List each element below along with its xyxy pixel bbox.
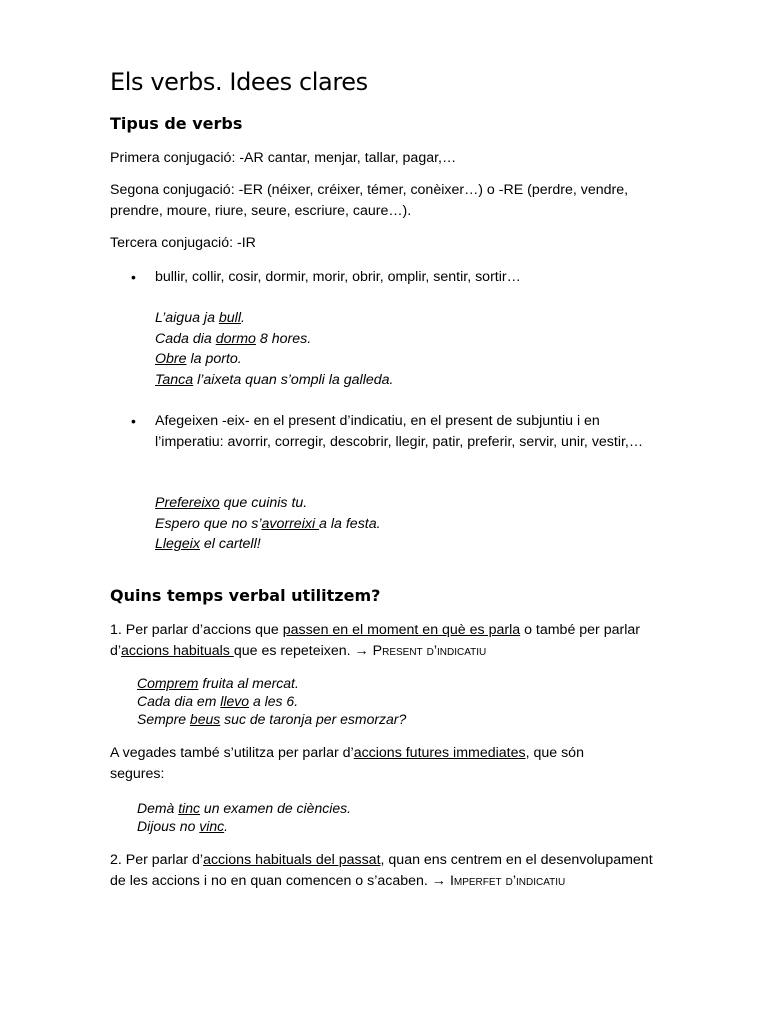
example-line — [137, 692, 668, 710]
example-line — [155, 308, 668, 329]
example-text: . — [241, 310, 245, 326]
bullet-2: • — [131, 413, 136, 429]
example-line — [137, 817, 668, 835]
p3-underline: accions habituals del passat — [203, 852, 381, 868]
examples-group-3 — [137, 674, 668, 728]
p1-underline-1: passen en el moment en què es parla — [282, 622, 521, 638]
example-text: a la festa. — [319, 515, 381, 532]
example-line — [155, 493, 668, 514]
bullet-2-text: Afegeixen -eix- en el present d’indicatiu, en el present de subjuntiu i en l’imperatiu: avorrir, corregir, descobrir, llegir, patir, preferir, servir, unir, vestir,… — [155, 413, 644, 450]
example-verb: Tanca — [155, 371, 194, 388]
p3-text-b: , quan ens centrem en el desenvolupament de les accions i no en quan comencen o s’acaben. → — [110, 852, 653, 889]
example-text: a les 6. — [249, 693, 299, 709]
example-text: un examen de ciències. — [200, 800, 352, 816]
bullet-1-text: bullir, collir, cosir, dormir, morir, obrir, omplir, sentir, sortir… — [155, 269, 521, 285]
example-text: Cada dia em — [137, 693, 221, 709]
example-text: el cartell! — [199, 536, 261, 552]
example-text: Dijous no — [137, 818, 200, 834]
examples-group-4 — [137, 799, 668, 835]
example-text: fruita al mercat. — [198, 675, 299, 691]
tense-label-imperfect: Imperfet d’indicatiu — [449, 873, 566, 889]
example-line — [137, 799, 668, 817]
section-heading-verb-types: Tipus de verbs — [110, 114, 243, 133]
example-verb: Llegeix — [155, 536, 200, 552]
example-text: l’aixeta quan s’ompli la galleda. — [193, 371, 394, 388]
example-text: . — [224, 818, 229, 834]
p2-underline: accions futures immediates — [353, 745, 526, 761]
example-text: 8 hores. — [255, 330, 312, 347]
example-text: la porto. — [186, 351, 242, 367]
second-conjugation: Segona conjugació: -ER (néixer, créixer, témer, conèixer…) o -RE (perdre, vendre, prendre, moure, riure, seure, escriure, caure…). — [110, 182, 629, 219]
example-line — [137, 710, 668, 728]
example-verb: tinc — [178, 800, 201, 816]
tense-label-present: Present d’indicatiu — [372, 643, 487, 659]
example-verb: beus — [189, 711, 221, 727]
third-conjugation: Tercera conjugació: -IR — [110, 235, 256, 251]
p1-underline-2: accions habituals — [121, 643, 234, 659]
example-text: Cada dia — [155, 330, 216, 347]
bullet-1: • — [131, 269, 136, 285]
first-conjugation: Primera conjugació: -AR cantar, menjar, tallar, pagar,… — [110, 150, 457, 166]
example-text: suc de taronja per esmorzar? — [220, 711, 407, 727]
p2-text-a: A vegades també s’utilitza per parlar d’ — [110, 745, 354, 761]
p2-text-b: , que són segures: — [110, 745, 584, 782]
example-verb: Prefereixo — [155, 495, 220, 511]
example-text: L’aigua ja — [155, 310, 219, 326]
example-verb: dormo — [215, 330, 256, 347]
paragraph-imperfect — [110, 850, 658, 892]
examples-group-2 — [155, 493, 668, 555]
p1-text-c: que es repeteixen. → — [233, 643, 373, 659]
example-line — [155, 349, 668, 370]
example-line — [155, 329, 668, 350]
example-verb: avorreixi — [261, 515, 320, 532]
example-text: Demà — [137, 800, 179, 816]
example-line — [155, 514, 668, 535]
section-heading-tenses: Quins temps verbal utilitzem? — [110, 586, 381, 605]
example-verb: bull — [218, 310, 241, 326]
example-verb: Obre — [155, 351, 187, 367]
example-line — [137, 674, 668, 692]
example-text: que cuinis tu. — [219, 495, 308, 511]
example-verb: Comprem — [137, 675, 199, 691]
example-verb: vinc — [199, 818, 225, 834]
paragraph-present — [110, 620, 663, 662]
example-text: Espero que no s’ — [155, 515, 262, 532]
p3-text-a: 2. Per parlar d’ — [110, 852, 204, 868]
example-line — [155, 534, 668, 555]
p1-text-a: 1. Per parlar d’accions que — [110, 622, 283, 638]
page-title: Els verbs. Idees clares — [110, 68, 368, 96]
example-line — [155, 370, 668, 391]
p1-text-b: o també per parlar d’ — [110, 622, 640, 659]
examples-group-1 — [155, 308, 668, 390]
example-verb: llevo — [220, 693, 250, 709]
example-text: Sempre — [137, 711, 190, 727]
paragraph-future — [110, 743, 628, 785]
